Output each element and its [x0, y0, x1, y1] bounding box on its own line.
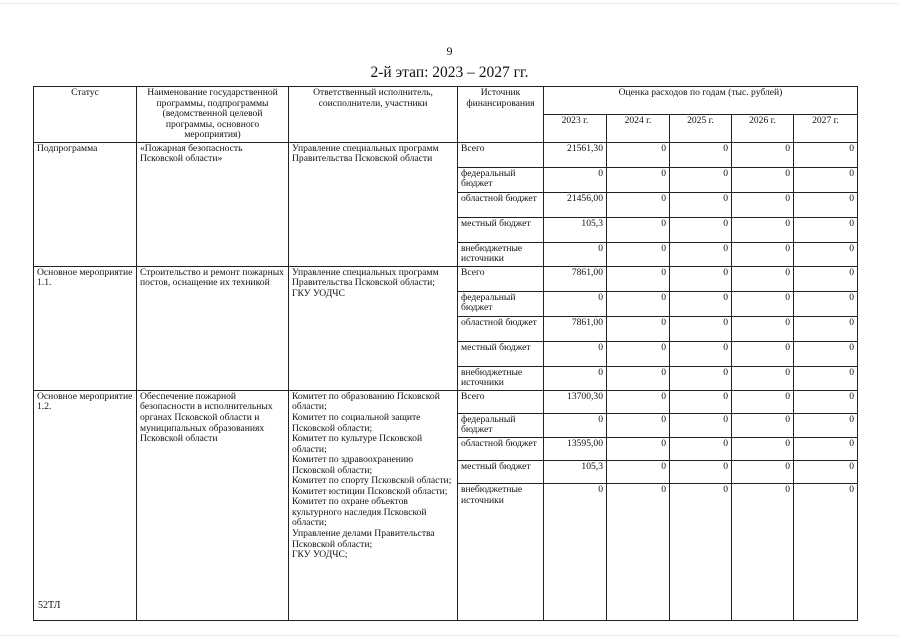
amount-cell: 0: [670, 341, 732, 366]
amount-cell: 0: [670, 291, 732, 316]
amount-cell: 0: [607, 266, 670, 291]
funding-source-cell: местный бюджет: [458, 217, 544, 242]
executor-item: Управление специальных программ Правительства Псковской области;: [292, 266, 439, 289]
amount-cell: 0: [732, 291, 794, 316]
amount-cell: 0: [732, 366, 794, 390]
amount-cell: 0: [544, 291, 607, 316]
amount-cell: 0: [732, 390, 794, 413]
amount-cell: 0: [794, 167, 858, 192]
amount-cell: 0: [607, 366, 670, 390]
status-cell: Основное мероприятие 1.2.: [34, 390, 137, 620]
funding-source-cell: областной бюджет: [458, 192, 544, 217]
amount-cell: 0: [607, 142, 670, 167]
amount-cell: 0: [732, 341, 794, 366]
executor-item: Комитет юстиции Псковской области;: [292, 485, 448, 497]
executor-item: Комитет по культуре Псковской области;: [292, 433, 423, 455]
amount-cell: 0: [670, 390, 732, 413]
amount-cell: 0: [794, 291, 858, 316]
funding-source-cell: федеральный бюджет: [458, 413, 544, 437]
amount-cell: 0: [670, 316, 732, 341]
amount-cell: 0: [732, 142, 794, 167]
funding-source-cell: областной бюджет: [458, 316, 544, 341]
amount-cell: 0: [670, 438, 732, 461]
header-source: Источник финансирования: [458, 87, 544, 143]
amount-cell: 0: [732, 242, 794, 266]
amount-cell: 0: [607, 484, 670, 621]
amount-cell: 0: [670, 217, 732, 242]
amount-cell: 0: [607, 167, 670, 192]
amount-cell: 0: [732, 192, 794, 217]
amount-cell: 0: [732, 484, 794, 621]
header-year: 2026 г.: [732, 114, 794, 142]
executor-cell: [289, 390, 458, 620]
program-name-cell: Строительство и ремонт пожарных постов, оснащение их техникой: [137, 266, 289, 390]
amount-cell: 0: [607, 316, 670, 341]
funding-source-cell: областной бюджет: [458, 438, 544, 461]
table-body: [34, 142, 858, 620]
amount-cell: 0: [794, 217, 858, 242]
header-year: 2027 г.: [794, 114, 858, 142]
funding-source-cell: внебюджетные источники: [458, 484, 544, 621]
executor-cell: [289, 266, 458, 390]
amount-cell: 0: [607, 341, 670, 366]
amount-cell: 0: [794, 438, 858, 461]
amount-cell: 0: [732, 438, 794, 461]
amount-cell: 13700,30: [544, 390, 607, 413]
executor-item: Комитет по спорту Псковской области;: [292, 475, 452, 487]
amount-cell: 0: [732, 217, 794, 242]
funding-source-cell: местный бюджет: [458, 461, 544, 484]
amount-cell: 0: [794, 461, 858, 484]
header-name: Наименование государственной программы, подпрограммы (ведомственной целевой программы, основного мероприятия): [137, 87, 289, 143]
funding-source-cell: федеральный бюджет: [458, 291, 544, 316]
amount-cell: 0: [670, 366, 732, 390]
program-name-cell: «Пожарная безопасность Псковской области»: [137, 142, 289, 266]
amount-cell: 0: [607, 461, 670, 484]
amount-cell: 0: [607, 413, 670, 437]
header-status: Статус: [34, 87, 137, 143]
executor-item: Управление делами Правительства Псковской области;: [292, 528, 435, 550]
header-year: 2025 г.: [670, 114, 732, 142]
amount-cell: 0: [544, 167, 607, 192]
executor-item: ГКУ УОДЧС: [292, 287, 345, 299]
executor-item: Комитет по здравоохранению Псковской области;: [292, 454, 414, 476]
amount-cell: 0: [794, 366, 858, 390]
amount-cell: 0: [670, 484, 732, 621]
amount-cell: 21456,00: [544, 192, 607, 217]
amount-cell: 105,3: [544, 461, 607, 484]
table-row: [34, 390, 858, 413]
amount-cell: 0: [670, 413, 732, 437]
executor-cell: [289, 142, 458, 266]
amount-cell: 0: [544, 484, 607, 621]
amount-cell: 0: [732, 167, 794, 192]
amount-cell: 0: [732, 316, 794, 341]
funding-source-cell: Всего: [458, 266, 544, 291]
amount-cell: 13595,00: [544, 438, 607, 461]
amount-cell: 0: [732, 266, 794, 291]
stage-title: 2-й этап: 2023 – 2027 гг.: [370, 64, 529, 81]
amount-cell: 0: [544, 242, 607, 266]
program-name-cell: Обеспечение пожарной безопасности в исполнительных органах Псковской области и муниципальных образованиях Псковской области: [137, 390, 289, 620]
scan-bottom-edge: [0, 635, 899, 636]
funding-source-cell: местный бюджет: [458, 341, 544, 366]
executor-item: Комитет по охране объектов культурного наследия Псковской области;: [292, 496, 427, 529]
funding-source-cell: Всего: [458, 142, 544, 167]
amount-cell: 0: [607, 291, 670, 316]
amount-cell: 105,3: [544, 217, 607, 242]
header-year: 2023 г.: [544, 114, 607, 142]
amount-cell: 0: [607, 192, 670, 217]
funding-source-cell: внебюджетные источники: [458, 366, 544, 390]
amount-cell: 0: [794, 316, 858, 341]
amount-cell: 0: [607, 217, 670, 242]
amount-cell: 0: [544, 341, 607, 366]
amount-cell: 0: [607, 390, 670, 413]
executor-item: Комитет по социальной защите Псковской области;: [292, 412, 421, 434]
amount-cell: 7861,00: [544, 316, 607, 341]
amount-cell: 0: [670, 192, 732, 217]
page-number: 9: [446, 44, 453, 58]
amount-cell: 0: [670, 242, 732, 266]
status-cell: Подпрограмма: [34, 142, 137, 266]
table-row: [34, 266, 858, 291]
funding-source-cell: Всего: [458, 390, 544, 413]
header-year: 2024 г.: [607, 114, 670, 142]
amount-cell: 0: [607, 242, 670, 266]
amount-cell: 0: [794, 266, 858, 291]
amount-cell: 0: [732, 461, 794, 484]
executor-item: ГКУ УОДЧС;: [292, 549, 348, 561]
footer-code: 52ТЛ: [38, 600, 61, 611]
header-row: [34, 87, 858, 115]
amount-cell: 21561,30: [544, 142, 607, 167]
amount-cell: 0: [670, 142, 732, 167]
amount-cell: 0: [670, 167, 732, 192]
amount-cell: 0: [670, 266, 732, 291]
amount-cell: 0: [544, 366, 607, 390]
funding-source-cell: внебюджетные источники: [458, 242, 544, 266]
executor-item: Управление специальных программ Правительства Псковской области: [292, 142, 439, 165]
funding-source-cell: федеральный бюджет: [458, 167, 544, 192]
amount-cell: 0: [544, 413, 607, 437]
amount-cell: 0: [794, 484, 858, 621]
executor-item: Комитет по образованию Псковской области;: [292, 390, 440, 413]
table-row: [34, 142, 858, 167]
amount-cell: 0: [794, 341, 858, 366]
header-executor: Ответственный исполнитель, соисполнители, участники: [289, 87, 458, 143]
financing-table: [33, 86, 858, 621]
header-estimate: Оценка расходов по годам (тыс. рублей): [544, 87, 858, 115]
scan-top-edge: [0, 3, 899, 4]
amount-cell: 0: [794, 242, 858, 266]
amount-cell: 0: [794, 192, 858, 217]
amount-cell: 0: [732, 413, 794, 437]
amount-cell: 0: [794, 390, 858, 413]
amount-cell: 0: [670, 461, 732, 484]
amount-cell: 0: [794, 413, 858, 437]
amount-cell: 0: [607, 438, 670, 461]
amount-cell: 7861,00: [544, 266, 607, 291]
amount-cell: 0: [794, 142, 858, 167]
status-cell: Основное мероприятие 1.1.: [34, 266, 137, 390]
